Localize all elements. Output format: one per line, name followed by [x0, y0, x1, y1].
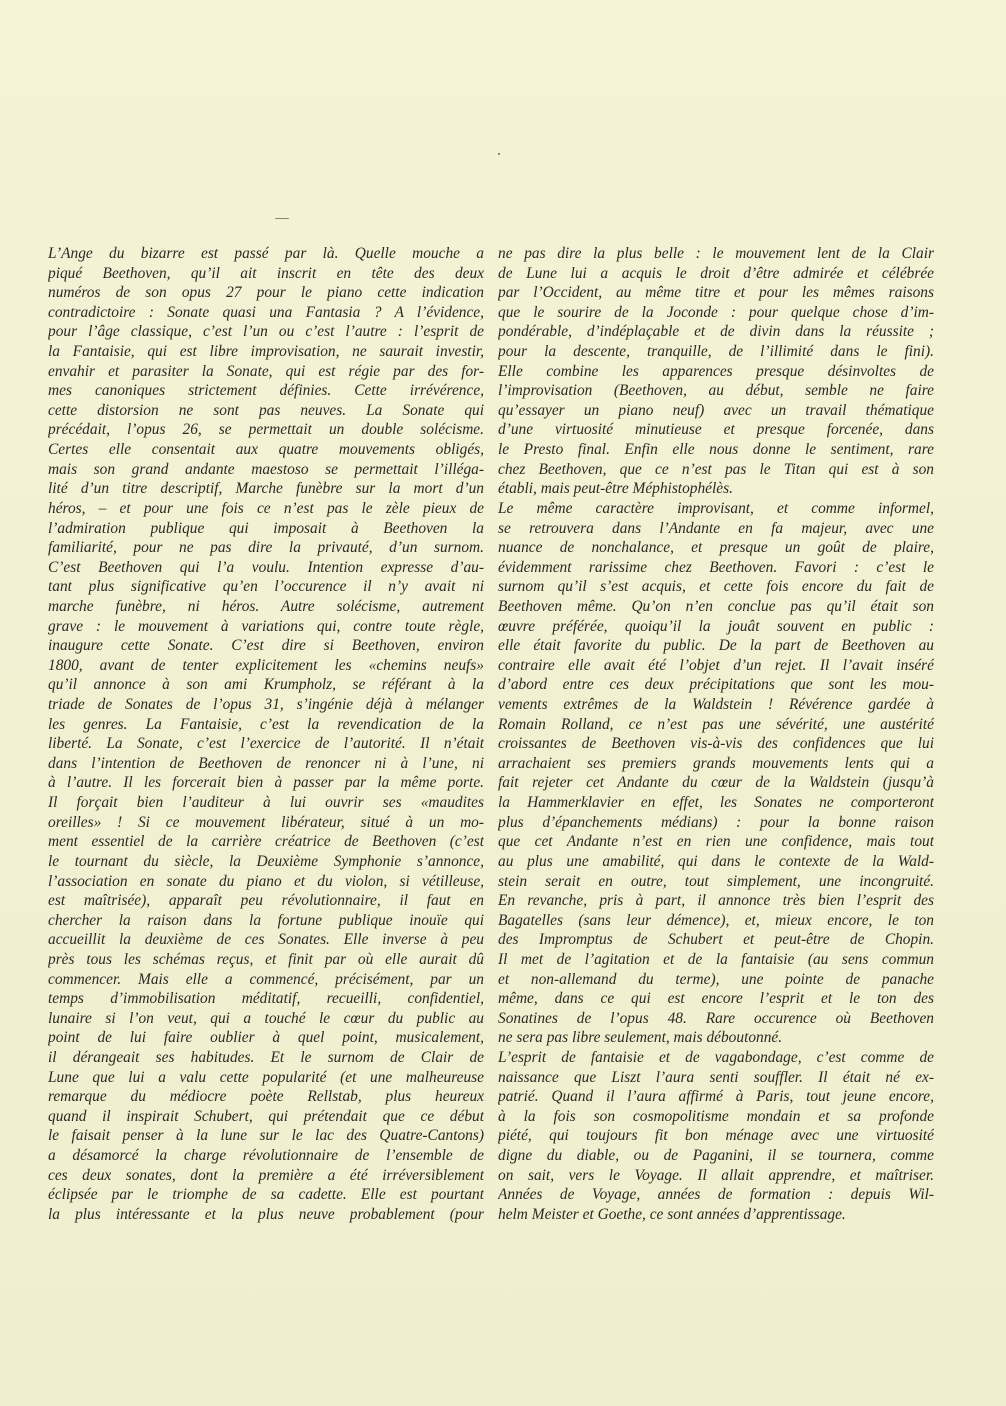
text-line: lunaire si l’on veut, qui a touché le cœur du public au — [48, 1009, 484, 1027]
text-line: se retrouvera dans l’Andante en fa majeur, avec une — [498, 519, 934, 537]
text-line: contradictoire : Sonate quasi una Fantasia ? A l’évidence, — [48, 303, 484, 321]
text-line: ment essentiel de la carrière créatrice de Beethoven (c’est — [48, 833, 484, 851]
text-line: près tous les schémas reçus, et finit par où elle aurait dû — [48, 950, 484, 968]
text-line: commencer. Mais elle a commencé, précisément, par un — [48, 970, 484, 988]
text-line: Certes elle consentait aux quatre mouvements obligés, — [48, 441, 484, 459]
text-line: pour la descente, tranquille, de l’illimité dans le fini). — [498, 343, 934, 361]
text-line: que le sourire de la Joconde : pour quelque chose d’im- — [498, 303, 934, 321]
text-line: le Presto final. Enfin elle nous donne le sentiment, rare — [498, 441, 934, 459]
text-line: liberté. La Sonate, c’est l’exercice de l’autorité. Il n’était — [48, 735, 484, 753]
text-line: on sait, vers le Voyage. Il allait apprendre, et maîtriser. — [498, 1166, 934, 1184]
text-line: piqué Beethoven, qu’il ait inscrit en tête des deux — [48, 264, 484, 282]
text-line: inaugure cette Sonate. C’est dire si Beethoven, environ — [48, 637, 484, 655]
text-line: qu’essayer un piano neuf) avec un travail thématique — [498, 401, 934, 419]
text-line: stein serait en outre, tout simplement, une incongruité. — [498, 872, 934, 890]
text-line: oreilles» ! Si ce mouvement libérateur, situé à un mo- — [48, 813, 484, 831]
text-line: au plus une amabilité, qui dans le contexte de la Wald- — [498, 852, 934, 870]
text-line: la Fantaisie, qui est libre improvisation, ne saurait investir, — [48, 343, 484, 361]
text-line: marche funèbre, ni héros. Autre solécisme, autrement — [48, 597, 484, 615]
text-line: Elle combine les apparences presque désinvoltes de — [498, 362, 934, 380]
text-line: établi, mais peut-être Méphistophélès. — [498, 480, 733, 498]
text-line: remarque du médiocre poète Rellstab, plus heureux — [48, 1088, 484, 1106]
text-line: le faisait penser à la lune sur le lac des Quatre-Cantons) — [48, 1127, 484, 1145]
text-line: L’Ange du bizarre est passé par là. Quelle mouche a — [48, 245, 484, 262]
text-line: grave : le mouvement à variations qui, contre toute règle, — [48, 617, 484, 635]
text-line: la Hammerklavier en effet, les Sonates ne comporteront — [498, 794, 934, 812]
text-line: et non-allemand du terme), une pointe de panache — [498, 970, 934, 988]
text-line: éclipsée par le triomphe de sa cadette. Elle est pourtant — [48, 1186, 484, 1204]
text-line: ces deux sonates, dont la première a été irréversiblement — [48, 1166, 484, 1184]
text-line: vements extrêmes de la Waldstein ! Révérence gardée à — [498, 696, 934, 714]
text-line: surnom qu’il s’est acquis, et cette fois encore du fait de — [498, 578, 934, 596]
text-line: accueillit la deuxième de ces Sonates. Elle inverse à peu — [48, 931, 484, 949]
text-line: il dérangeait ses habitudes. Et le surnom de Clair de — [48, 1048, 484, 1066]
text-line: cette distorsion ne sont pas neuves. La Sonate qui — [48, 401, 484, 419]
text-line: par l’Occident, au même titre et pour les mêmes raisons — [498, 284, 934, 302]
text-line: le tournant du siècle, la Deuxième Symphonie s’annonce, — [48, 852, 484, 870]
text-line: l’association en sonate du piano et du violon, si vétilleuse, — [48, 872, 484, 890]
text-line: chez Beethoven, que ce n’est pas le Titan qui est à son — [498, 460, 934, 478]
text-column-right — [498, 244, 934, 1224]
text-line: patrié. Quand il l’aura affirmé à Paris, tout jeune encore, — [498, 1088, 934, 1106]
speck-mark — [498, 153, 500, 155]
text-line: numéros de son opus 27 pour le piano cette indication — [48, 284, 484, 302]
text-line: que cet Andante n’est en rien une confidence, mais tout — [498, 833, 934, 851]
text-line: œuvre préférée, quoiqu’il la jouât souvent en public : — [498, 617, 934, 635]
text-line: à la fois son cosmopolitisme mondain et sa profonde — [498, 1107, 934, 1125]
text-line: l’improvisation (Beethoven, au début, semble ne faire — [498, 382, 934, 400]
text-line: naissance que Liszt l’aura senti souffler. Il était né ex- — [498, 1068, 934, 1086]
text-line: tant plus significative qu’en l’occurence il n’y avait ni — [48, 578, 484, 596]
text-line: des Impromptus de Schubert et peut-être de Chopin. — [498, 931, 934, 949]
text-line: En revanche, pris à part, il annonce très bien l’esprit des — [498, 892, 934, 910]
text-line: héros, – et pour une fois ce n’est pas le zèle pieux de — [48, 499, 484, 517]
text-column-left — [48, 244, 484, 1224]
text-line: dans l’intention de Beethoven de renoncer ni à l’une, ni — [48, 754, 484, 772]
text-line: même, dans ce qui est encore l’esprit et le ton des — [498, 990, 934, 1008]
text-line: a désamorcé la charge révolutionnaire de l’ensemble de — [48, 1147, 484, 1165]
text-line: contraire elle avait été l’objet d’un rejet. Il l’avait inséré — [498, 656, 934, 674]
text-line: Années de Voyage, années de formation : depuis Wil- — [498, 1186, 934, 1204]
text-line: évidemment rarissime chez Beethoven. Favori : c’est le — [498, 558, 934, 576]
text-line: Sonatines de l’opus 48. Rare occurence où Beethoven — [498, 1009, 934, 1027]
text-line: lité d’un titre descriptif, Marche funèbre sur la mort d’un — [48, 480, 484, 498]
text-line: ne sera pas libre seulement, mais déboutonné. — [498, 1029, 783, 1047]
text-line: pondérable, d’indéplaçable et de divin dans la réussite ; — [498, 323, 934, 341]
text-line: Bagatelles (sans leur démence), et, mieux encore, le ton — [498, 911, 934, 929]
text-line: nuance de nonchalance, et presque un goût de plaire, — [498, 539, 934, 557]
text-line: croissantes de Beethoven vis-à-vis des confidences que lui — [498, 735, 934, 753]
text-line: Il met de l’agitation et de la fantaisie (au sens commun — [498, 950, 934, 968]
text-line: piété, qui toujours fit bon ménage avec une virtuosité — [498, 1127, 934, 1145]
text-line: mes canoniques strictement définies. Cette irrévérence, — [48, 382, 484, 400]
speck-mark — [275, 218, 289, 219]
text-line: digne du diable, ou de Paganini, il se tournera, comme — [498, 1147, 934, 1165]
text-line: 1800, avant de tenter explicitement les «chemins neufs» — [48, 656, 484, 674]
text-line: helm Meister et Goethe, ce sont années d’apprentissage. — [498, 1205, 846, 1223]
text-line: fait rejeter cet Andante du cœur de la Waldstein (jusqu’à — [498, 774, 934, 792]
text-line: envahir et parasiter la Sonate, qui est régie par des for- — [48, 362, 484, 380]
text-line: d’abord entre ces deux précipitations que sont les mou- — [498, 676, 934, 694]
text-line: triade de Sonates de l’opus 31, s’ingénie déjà à mélanger — [48, 696, 484, 714]
text-line: l’admiration publique qui imposait à Beethoven la — [48, 519, 484, 537]
text-line: elle était favorite du public. De la part de Beethoven au — [498, 637, 934, 655]
text-line: Beethoven même. Qu’on n’en conclue pas qu’il était son — [498, 597, 934, 615]
text-line: L’esprit de fantaisie et de vagabondage, c’est comme de — [498, 1048, 934, 1066]
text-line: de Lune lui a acquis le droit d’être admirée et célébrée — [498, 264, 934, 282]
text-line: précédait, l’opus 26, se permettait un double solécisme. — [48, 421, 484, 439]
text-line: les genres. La Fantaisie, c’est la revendication de la — [48, 715, 484, 733]
text-line: mais son grand andante maestoso se permettait l’illéga- — [48, 460, 484, 478]
text-line: Romain Rolland, ce n’est pas une sévérité, une austérité — [498, 715, 934, 733]
text-line: d’une virtuosité minutieuse et presque forcenée, dans — [498, 421, 934, 439]
text-line: C’est Beethoven qui l’a voulu. Intention expresse d’au- — [48, 558, 484, 576]
text-line: est maîtrisée), apparaît peu révolutionnaire, il faut en — [48, 892, 484, 910]
text-line: familiarité, pour ne pas dire la privauté, d’un surnom. — [48, 539, 484, 557]
text-line: Lune que lui a valu cette popularité (et une malheureuse — [48, 1068, 484, 1086]
text-line: chercher la raison dans la fortune publique inouïe qui — [48, 911, 484, 929]
text-line: la plus intéressante et la plus neuve probablement (pour — [48, 1205, 484, 1223]
text-line: quand il inspirait Schubert, qui prétendait que ce début — [48, 1107, 484, 1125]
text-line: point de lui faire oublier à quel point, musicalement, — [48, 1029, 484, 1047]
text-line: arrachaient ses premiers grands mouvements lents qui a — [498, 754, 934, 772]
text-line: plus d’épanchements médians) : pour la bonne raison — [498, 813, 934, 831]
text-line: Le même caractère improvisant, et comme informel, — [498, 499, 934, 517]
text-line: Il forçait bien l’auditeur à lui ouvrir ses «maudites — [48, 794, 484, 812]
text-line: qu’il annonce à son ami Krumpholz, se référant à la — [48, 676, 484, 694]
text-line: ne pas dire la plus belle : le mouvement lent de la Clair — [498, 245, 934, 262]
text-line: pour l’âge classique, c’est l’un ou c’est l’autre : l’esprit de — [48, 323, 484, 341]
text-line: temps d’immobilisation méditatif, recueilli, confidentiel, — [48, 990, 484, 1008]
text-line: à l’autre. Il les forcerait bien à passer par la même porte. — [48, 774, 484, 792]
